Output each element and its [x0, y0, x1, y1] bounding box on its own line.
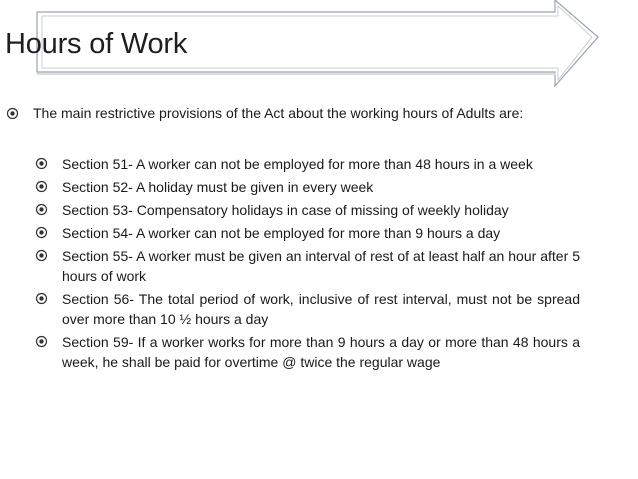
- circled-dot-icon: [35, 203, 48, 216]
- list-item: [35, 332, 580, 372]
- circled-dot-icon: [35, 292, 48, 305]
- circled-dot-icon: [35, 226, 48, 239]
- list-item-text: Section 54- A worker can not be employed for more than 9 hours a day: [62, 225, 501, 241]
- list-item: [35, 177, 580, 197]
- circled-dot-icon: [35, 157, 48, 170]
- circled-dot-icon: [35, 249, 48, 262]
- list-item: [35, 246, 580, 286]
- list-item-text: Section 53- Compensatory holidays in case of missing of weekly holiday: [62, 202, 509, 218]
- list-item: [35, 289, 580, 329]
- circled-dot-icon: [35, 335, 48, 348]
- intro-bullet: [6, 104, 626, 123]
- list-item: [35, 154, 580, 174]
- circled-dot-icon: [35, 180, 48, 193]
- slide-title: Hours of Work: [5, 28, 188, 60]
- list-item-text: Section 59- If a worker works for more than 9 hours a day or more than 48 hours a week, he shall be paid for overtime @ twice the regular wage: [62, 334, 580, 370]
- list-item: [35, 223, 580, 243]
- list-item-text: Section 51- A worker can not be employed for more than 48 hours in a week: [62, 156, 533, 172]
- list-item-text: Section 55- A worker must be given an interval of rest of at least half an hour after 5 hours of work: [62, 248, 580, 284]
- circled-dot-icon: [6, 107, 19, 120]
- list-item-text: Section 56- The total period of work, inclusive of rest interval, must not be spread over more than 10 ½ hours a day: [62, 291, 580, 327]
- list-item: [35, 200, 580, 220]
- provisions-list: [35, 154, 580, 375]
- list-item-text: Section 52- A holiday must be given in every week: [62, 179, 374, 195]
- intro-text: The main restrictive provisions of the Act about the working hours of Adults are:: [33, 105, 524, 121]
